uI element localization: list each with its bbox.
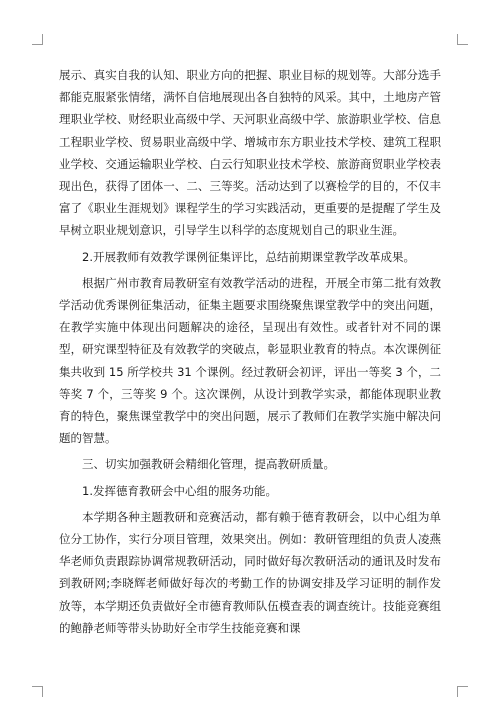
paragraph-6: 本学期各种主题教研和竞赛活动，都有赖于德育教研会，以中心组为单位分工协作，实行分项目管理，效果突出。例如：教研管理组的负责人凌燕华老师负责跟踪协调常规教研活动，同时做好每次教研活动的通讯及时发布到教研网;李晓辉老师做好每次的考勤工作的协调安排及学习证明的制作发放等，本学期还负责做好全市德育教师队伍模查表的调查统计。技能竞赛组的鲍静老师等带头协助好全市学生技能竞赛和课	[59, 509, 441, 635]
document-body	[59, 64, 441, 643]
section-heading-2: 2.开展教师有效教学课例征集评比，总结前期课堂教学改革成果。	[82, 249, 415, 264]
crop-mark-bottom-right	[457, 686, 468, 697]
paragraph-1: 展示、真实自我的认知、职业方向的把握、职业目标的规划等。大部分选手都能克服紧张情绪，满怀自信地展现出各自独特的风采。其中，土地房产管理职业学校、财经职业高级中学、天河职业高级中学、旅游职业学校、信息工程职业学校、贸易职业高级中学、增城市东方职业技术学校、建筑工程职业学校、交通运输职业学校、白云行知职业技术学校、旅游商贸职业学校表现出色，获得了团体一、二、三等奖。活动达到了以赛检学的目的，不仅丰富了《职业生涯规划》课程学生的学习实践活动，更重要的是提醒了学生及早树立职业规划意识，引导学生以科学的态度规划自己的职业生涯。	[59, 68, 441, 238]
crop-mark-top-left	[32, 34, 43, 45]
crop-mark-bottom-left	[32, 686, 43, 697]
subsection-heading-1: 1.发挥德育教研会中心组的服务功能。	[82, 483, 277, 498]
section-heading-3: 三、切实加强教研会精细化管理，提高教研质量。	[82, 457, 335, 472]
crop-mark-top-right	[457, 34, 468, 45]
paragraph-3: 根据广州市教育局教研室有效教学活动的进程，开展全市第二批有效教学活动优秀课例征集活动，征集主题要求围绕聚焦课堂教学中的突出问题，在教学实施中体现出问题解决的途径，呈现出有效性。或者针对不同的课型，研究课型特征及有效教学的突破点，彰显职业教育的特点。本次课例征集共收到 15 所学校共 31 个课例。经过教研会初评，评出一等奖 3 个，二等奖 7 个，三等奖 9 个。这次课例，从设计到教学实录，都能体现职业教育的特色，聚焦课堂教学中的突出问题，展示了教师们在教学实施中解决问题的智慧。	[59, 275, 441, 446]
